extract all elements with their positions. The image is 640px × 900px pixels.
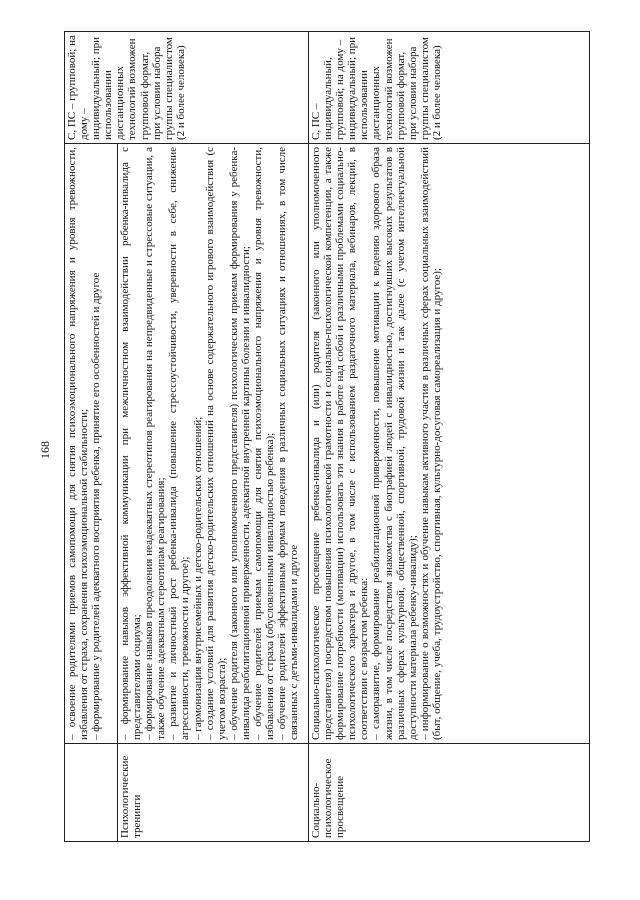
service-content-cell [65,144,118,744]
list-item: – обучение родителей эффективным формам поведения в различных социальных ситуациях и отношениях, в том числе связанных с детьми-инвалидами и другое [276,147,301,740]
rotated-page [64,32,584,842]
list-item: – саморазвитие, формирование реабилитационной приверженности, повышение мотивации к ведению здорового образа жизни, в том числе посредством знакомства с биографией людей с инвалидностью, достигнувших высоких результатов в различных сферах культурной, общественной, спортивной, трудовой жизни и так далее (с учетом интеллектуальной доступности материала ребенку-инвалиду); [370,147,419,740]
table-row [309,32,590,842]
page-number: 168 [38,441,52,459]
list-item: – обучение родителя (законного или уполномоченного представителя) психологическим приемам формирования у ребенка-инвалида реабилитационной приверженности, адекватной внутренней картины болезни и инвалидности; [227,147,252,740]
service-content-cell [309,144,590,744]
list-item: – создание условий для развития детско-родительских отношений на основе содержательного игрового взаимодействия (с учетом возраста); [203,147,228,740]
service-form-cell: С, ПС – индивидуальный, групповой; на дому – индивидуальный; при использовании дистанционных технологий возможен групповой формат, при условии набора группы специалистом (2 и более человека) [309,32,590,144]
list-item: – формирование навыков эффективной коммуникации при межличностном взаимодействии ребенка-инвалида с представителями социума; [119,147,144,740]
list-item: – гармонизация внутрисемейных и детско-родительских отношений; [191,416,204,740]
list-item: – формирование у родителей адекватного восприятия ребенка, принятие его особенностей и другое [90,272,103,740]
service-content-cell [118,144,309,744]
service-form-cell: С, ПС – групповой; на дому – индивидуальный; при использовании дистанционных технологий возможен групповой формат, при условии набора группы специалистом (2 и более человека) [65,32,309,144]
service-name-cell: Психологические тренинги [118,744,309,842]
list-item: Социально-психологическое просвещение ребенка-инвалида и (или) родителя (законного или уполномоченного представителя) посредством повышения психологической грамотности и социально-психологической компетенции, а также формирование потребности (мотивации) использовать эти знания в работе над собой и различными проблемами социально-психологического характера и другое, в том числе с использованием раздаточного материала, вебинаров, лекций, в соответствии с возрастом ребенка: [310,147,371,740]
list-item: – развитие и личностный рост ребенка-инвалида (повышение стрессоустойчивости, уверенности в себе, снижение агрессивности, тревожности и другое); [167,147,192,740]
table-row [65,32,118,842]
list-item: – обучение родителей приемам самопомощи для снятия психоэмоционального напряжения и уровня тревожности, избавления от страха (обусловленными инвалидностью ребенка); [252,147,277,740]
service-name-cell: Социально-психологическое просвещение [309,744,590,842]
service-name-cell [65,744,118,842]
table-row [118,32,309,842]
list-item: – формирование навыков преодоления неадекватных стереотипов реагирования на непредвиденные и стрессовые ситуации, а также обучение адекватным стереотипам реагирования; [143,147,168,740]
list-item: – освоение родителями приемов самопомощи для снятия психоэмоционального напряжения и уровня тревожности, избавления от страха, сохранения психоэмоциональной стабильности; [66,147,91,740]
list-item: – информирование о возможностях и обучение навыкам активного участия в различных сферах социальных взаимодействий (быт, общение, учеба, трудоустройство, спортивная, культурно-досуговая самореализация и другое); [418,147,443,740]
services-table [64,31,590,842]
